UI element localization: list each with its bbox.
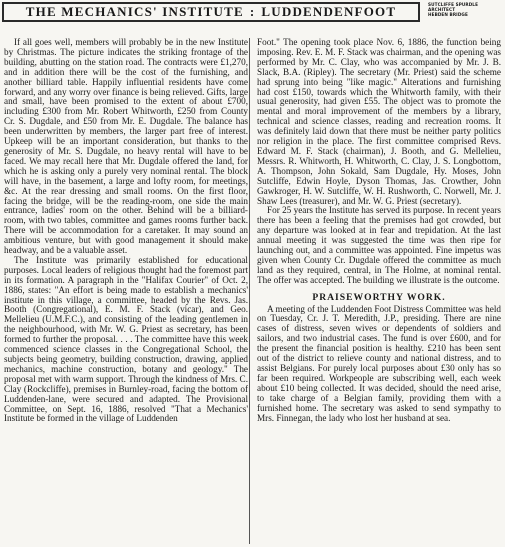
article-paragraph: Foot." The opening took place Nov. 6, 1886, the function being imposing. Rev. E. M. F. Stack was chairman, and the opening was performed by Mr. C. Clay, who was accompanied by Mr. J. B. Slack, B.A. (Ripley). The secretary (Mr. Priest) said the scheme had sprung into being "like magic." Alterations and furnishing had cost £150, towards which the Whitworth family, with their usual generosity, had given £55. The object was to promote the mental and moral improvement of the members by a library, technical and science classes, reading and recreation rooms. It was definitely laid down that there must be neither party politics nor religion in the place. The first committee comprised Revs. Edward M. F. Stack (chairman), J. Booth, and G. Mellelieu, Messrs. R. Whitworth, H. Whitworth, C. Clay, J. S. Longbottom, A. Thompson, John Sokald, Sam Dugdale, Hy. Moses, John Sutcliffe, Edwin Hoyle, Dyson Thomas, Jas. Crowther, John Gawkroger, H. W. Sutcliffe, W. H. Rushworth, C. Norwell, Mr. J. Shaw Lees (treasurer), and Mr. W. G. Priest (secretary). bbox=[257, 38, 501, 206]
article-paragraph: The Institute was primarily established for educational purposes. Local leaders of religious thought had the foremost part in its formation. A paragraph in the "Halifax Courier" of Oct. 2, 1886, states: "An effort is being made to establish a mechanics' institute in this village, a committee, headed by the Revs. Jas. Booth (Congregational), E. M. F. Stack (vicar), and Geo. Mellelieu (U.M.F.C.), and consisting of the leading gentlemen in the neighbourhood, with Mr. W. G. Priest as secretary, has been formed to further the proposal. . . . The committee have this week commenced science classes in the Congregational School, the subjects being geometry, building construction, drawing, applied mechanics, machine construction, botany and geology." The proposal met with warm support. Through the kindness of Mrs. C. Clay (Rockcliffe), premises in Burnley-road, facing the bottom of Luddenden-lane, were secured and adapted. The Provisional Committee, on Sept. 16, 1886, resolved "That a Mechanics' Institute be formed in the village of Luddenden bbox=[4, 254, 248, 424]
credit-line: SUTCLIFFE SPURDLE bbox=[428, 2, 479, 7]
section-heading: PRAISEWORTHY WORK. bbox=[312, 291, 446, 303]
article-paragraph: If all goes well, members will probably be in the new Institute by Christmas. The picture indicates the striking frontage of the building, abutting on the station road. The contracts were £1,270, and in addition there will be the cost of the furnishing, and another billiard table. Happily influential residents have come forward, and any worry over finance is being relieved. Gifts, large and small, have been promised to the extent of about £700, including £300 from Mr. Robert Whitworth, £250 from County Cr. S. Dugdale, and £50 from Mr. E. Dugdale. The balance has been underwritten by members, the larger part free of interest. Upkeep will be an important consideration, but thanks to the generosity of Mr. S. Dugdale, no heavy rental will have to be faced. We may recall here that Mr. Dugdale offered the land, for which he is asking only a purely very nominal rental. The block will have, in the basement, a large and lofty room, for meetings, &c. At the rear dressing and small rooms. On the first floor, facing the bridge, will be the reading-room, one side the main entrance, ladies' room on the other. Behind will be a billiard-room, with two tables, committee and games rooms further back. There will be accommodation for a caretaker. It may sound an ambitious venture, but with good management it should make headway, and be a valuable asset. bbox=[4, 38, 248, 256]
title-right: LUDDENDENFOOT bbox=[261, 4, 397, 19]
article-paragraph: A meeting of the Luddenden Foot Distress Committee was held on Tuesday, Cr. J. T. Meredith, J.P., presiding. There are nine cases of distress, seven wives or dependents of soldiers and sailors, and two industrial cases. The fund is over £600, and for the present the financial position is healthy. £210 has been sent out of the district to relieve county and national distress, and to assist Belgians. For purely local purposes about £30 only has so far been required. Workpeople are subscribing well, each week about £10 being collected. It was decided, should the need arise, to take charge of a Belgian family, providing them with a furnished home. The secretary was asked to send sympathy to Mrs. Finnegan, the lady who lost her husband at sea. bbox=[257, 303, 501, 423]
article-title bbox=[2, 2, 420, 22]
architect-credit bbox=[428, 2, 504, 17]
header bbox=[2, 2, 503, 28]
right-column bbox=[257, 38, 501, 544]
credit-line: ARCHITECT bbox=[428, 7, 456, 13]
left-column bbox=[4, 38, 248, 544]
article-columns bbox=[4, 38, 502, 544]
article-paragraph: For 25 years the Institute has served its purpose. In recent years there has been a feeling that the premises had got crowded, but any departure was looked at in fear and trepidation. At the last annual meeting it was suggested the time was then ripe for launching out, and a committee was appointed. Fine impetus was given when County Cr. Dugdale offered the committee as much land as they required, central, in The Holme, at nominal rental. The offer was accepted. The building we illustrate is the outcome. bbox=[257, 205, 501, 285]
title-separator: : bbox=[249, 4, 256, 19]
title-left: THE MECHANICS' INSTITUTE bbox=[25, 4, 244, 19]
credit-line: HEBDEN BRIDGE bbox=[428, 12, 468, 18]
